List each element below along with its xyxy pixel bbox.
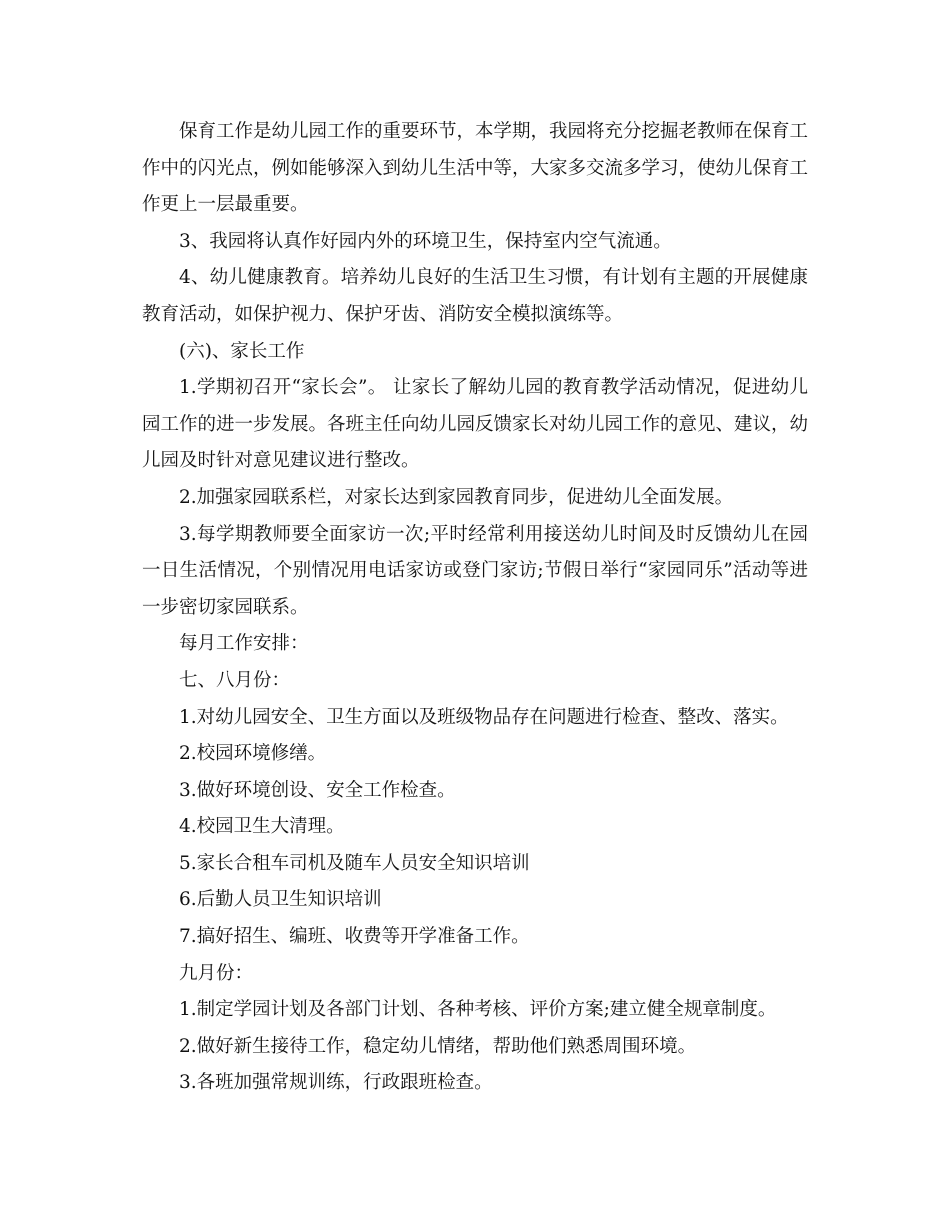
section-heading-monthly-plan: 每月工作安排： — [179, 633, 309, 655]
list-item: 1.对幼儿园安全、卫生方面以及班级物品存在问题进行检查、整改、落实。 — [179, 706, 789, 728]
list-item: 6.后勤人员卫生知识培训 — [179, 889, 382, 911]
list-item: 3.各班加强常规训练，行政跟班检查。 — [179, 1072, 493, 1094]
list-item: 3.做好环境创设、安全工作检查。 — [179, 779, 456, 801]
list-item: 7.搞好招生、编班、收费等开学准备工作。 — [179, 926, 530, 948]
list-item: 4.校园卫生大清理。 — [179, 816, 345, 838]
subheading-september: 九月份： — [179, 962, 254, 984]
list-item: 1.制定学园计划及各部门计划、各种考核、评价方案;建立健全规章制度。 — [179, 999, 777, 1021]
document-page — [142, 114, 808, 1102]
section-heading-parent-work: (六)、家长工作 — [179, 340, 305, 362]
subheading-july-august: 七、八月份： — [179, 669, 291, 691]
paragraph-environment-hygiene: 3、我园将认真作好园内外的环境卫生，保持室内空气流通。 — [179, 230, 672, 252]
list-item: 2.做好新生接待工作，稳定幼儿情绪，帮助他们熟悉周围环境。 — [179, 1035, 697, 1057]
paragraph-home-visits: 3.每学期教师要全面家访一次;平时经常利用接送幼儿时间及时反馈幼儿在园一日生活情况，个别情况用电话家访或登门家访;节假日举行“家园同乐”活动等进一步密切家园联系。 — [142, 523, 808, 618]
paragraph-care-work: 保育工作是幼儿园工作的重要环节，本学期，我园将充分挖掘老教师在保育工作中的闪光点，例如能够深入到幼儿生活中等，大家多交流多学习，使幼儿保育工作更上一层最重要。 — [142, 121, 809, 216]
paragraph-health-education: 4、幼儿健康教育。培养幼儿良好的生活卫生习惯，有计划有主题的开展健康教育活动，如保护视力、保护牙齿、消防安全模拟演练等。 — [142, 267, 808, 325]
list-item: 5.家长合租车司机及随车人员安全知识培训 — [179, 852, 530, 874]
paragraph-parent-meeting: 1.学期初召开“家长会”。 让家长了解幼儿园的教育教学活动情况，促进幼儿园工作的进一步发展。各班主任向幼儿园反馈家长对幼儿园工作的意见、建议，幼儿园及时针对意见建议进行整改。 — [142, 377, 809, 472]
list-item: 2.校园环境修缮。 — [179, 743, 327, 765]
paragraph-home-school-board: 2.加强家园联系栏，对家长达到家园教育同步，促进幼儿全面发展。 — [179, 486, 734, 508]
